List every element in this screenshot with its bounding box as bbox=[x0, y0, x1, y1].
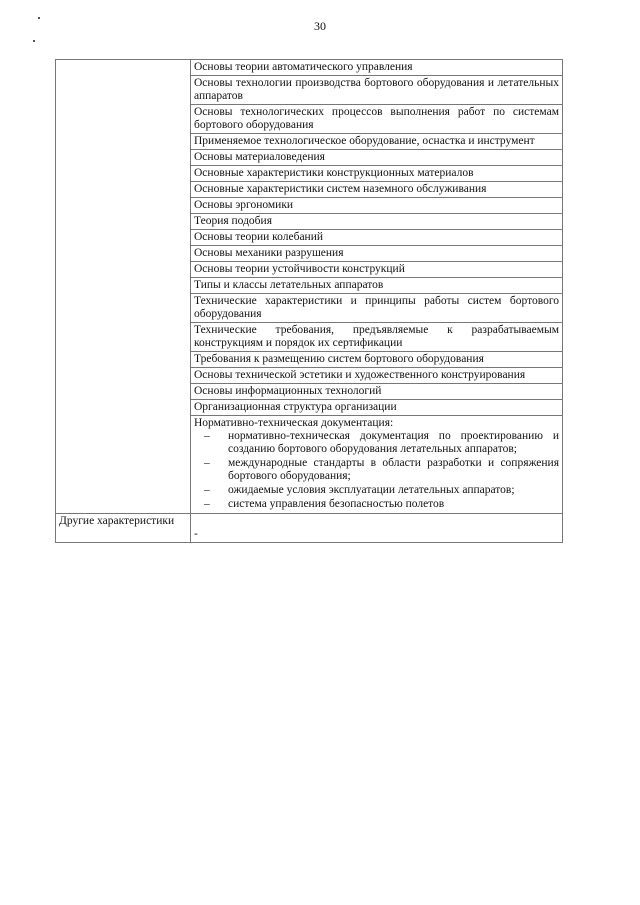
normative-heading: Нормативно-техническая документация: bbox=[194, 417, 394, 429]
knowledge-item: Основы теории колебаний bbox=[191, 230, 563, 246]
knowledge-item: Организационная структура организации bbox=[191, 400, 563, 416]
knowledge-item: Типы и классы летательных аппаратов bbox=[191, 278, 563, 294]
knowledge-item: Основы материаловедения bbox=[191, 150, 563, 166]
table-row bbox=[56, 60, 563, 76]
scan-speck bbox=[33, 40, 35, 42]
normative-list bbox=[194, 430, 559, 511]
dash-bullet: – bbox=[204, 484, 210, 496]
list-item-text: система управления безопасностью полетов bbox=[228, 498, 445, 510]
knowledge-item: Основы технологических процессов выполнения работ по системам бортового оборудования bbox=[191, 105, 563, 134]
page-number: 30 bbox=[314, 19, 326, 33]
knowledge-item: Основы теории автоматического управления bbox=[191, 60, 563, 76]
scan-speck bbox=[38, 17, 40, 19]
knowledge-item: Технические требования, предъявляемые к разрабатываемым конструкциям и порядок их сертификации bbox=[191, 323, 563, 352]
knowledge-item: Основы эргономики bbox=[191, 198, 563, 214]
table-row bbox=[56, 514, 563, 543]
list-item bbox=[194, 498, 559, 511]
dash-bullet: – bbox=[204, 457, 210, 469]
list-item-text: международные стандарты в области разработки и сопряжения бортового оборудования; bbox=[228, 457, 559, 482]
label-cell bbox=[56, 60, 191, 514]
knowledge-item: Основы технологии производства бортового оборудования и летательных аппаратов bbox=[191, 76, 563, 105]
list-item-text: нормативно-техническая документация по проектированию и созданию бортового оборудования летательных аппаратов; bbox=[228, 430, 559, 455]
dash-bullet: – bbox=[204, 430, 210, 442]
knowledge-item: Теория подобия bbox=[191, 214, 563, 230]
knowledge-item: Основные характеристики систем наземного обслуживания bbox=[191, 182, 563, 198]
knowledge-item: Технические характеристики и принципы работы систем бортового оборудования bbox=[191, 294, 563, 323]
other-characteristics-label: Другие характеристики bbox=[56, 514, 191, 543]
requirements-table bbox=[55, 59, 563, 543]
knowledge-item: Основы технической эстетики и художественного конструирования bbox=[191, 368, 563, 384]
normative-docs-cell bbox=[191, 416, 563, 514]
list-item bbox=[194, 430, 559, 456]
list-item bbox=[194, 484, 559, 497]
knowledge-item: Основы теории устойчивости конструкций bbox=[191, 262, 563, 278]
other-characteristics-value: - bbox=[191, 514, 563, 543]
list-item-text: ожидаемые условия эксплуатации летательных аппаратов; bbox=[228, 484, 515, 496]
knowledge-item: Применяемое технологическое оборудование, оснастка и инструмент bbox=[191, 134, 563, 150]
knowledge-item: Основы механики разрушения bbox=[191, 246, 563, 262]
knowledge-item: Основные характеристики конструкционных материалов bbox=[191, 166, 563, 182]
knowledge-item: Требования к размещению систем бортового оборудования bbox=[191, 352, 563, 368]
knowledge-item: Основы информационных технологий bbox=[191, 384, 563, 400]
list-item bbox=[194, 457, 559, 483]
dash-bullet: – bbox=[204, 498, 210, 510]
